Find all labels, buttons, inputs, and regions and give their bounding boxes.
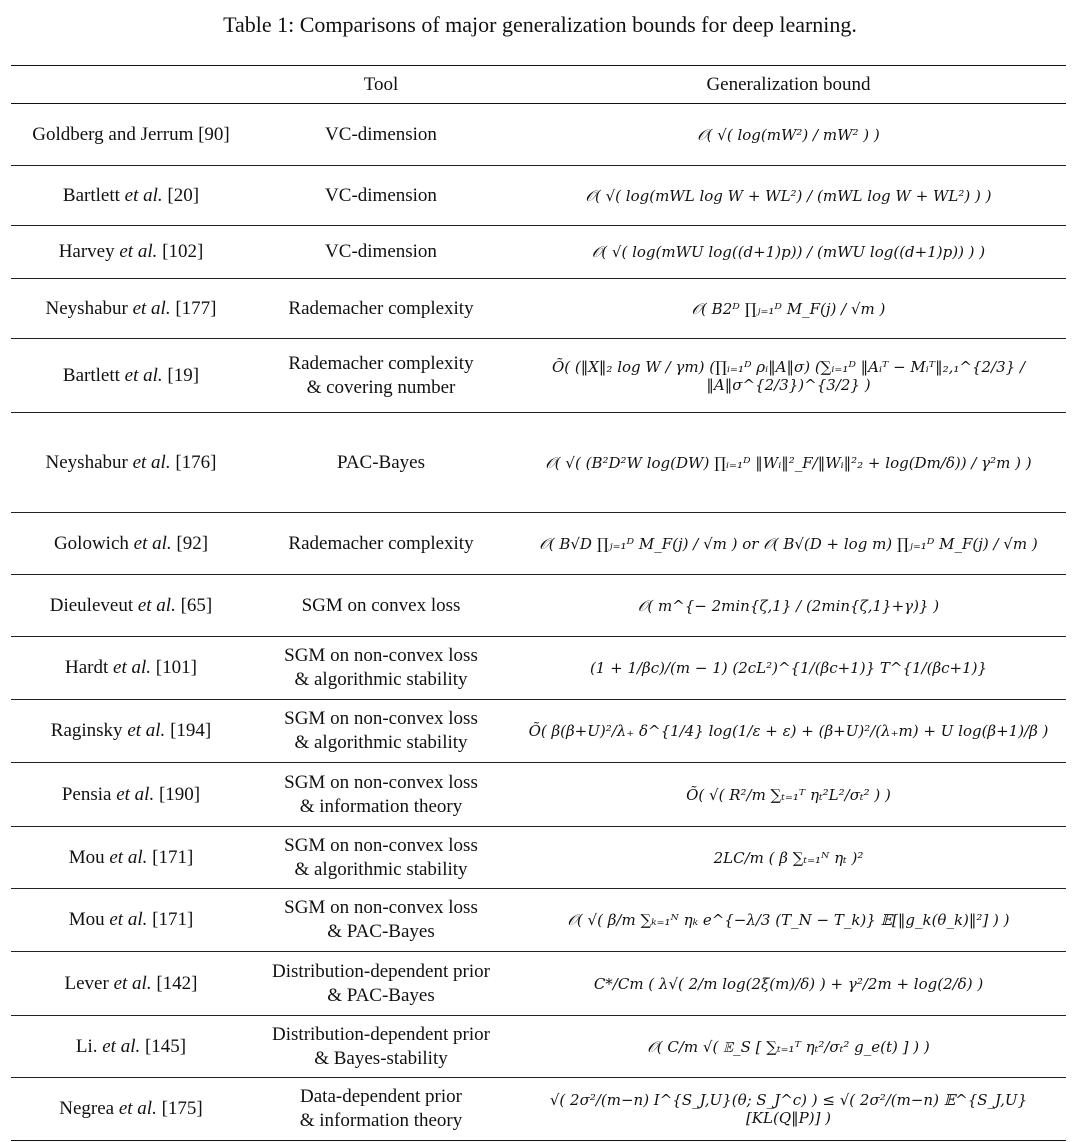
tool-cell	[251, 771, 511, 819]
bound-formula: 𝒪( B√D ∏ⱼ₌₁ᴰ M_F(j) / √m ) or 𝒪( B√(D + log m) ∏ⱼ₌₁ᴰ M_F(j) / √m )	[539, 534, 1038, 553]
et-al: et al.	[124, 184, 163, 206]
et-al: et al.	[124, 364, 163, 386]
tool-line: & covering number	[306, 376, 456, 398]
et-al: et al.	[127, 720, 166, 741]
tool-cell	[251, 123, 511, 147]
author-cell	[11, 1036, 251, 1058]
reference: [145]	[144, 1035, 187, 1057]
bound-formula: Õ( β(β+U)²/λ₊ δ^{1/4} log(1/ε + ε) + (β+U)²/(λ₊m) + U log(β+1)/β )	[528, 722, 1049, 740]
tool-line: & information theory	[299, 1110, 463, 1131]
author-name: Raginsky	[50, 720, 123, 741]
table-header-row	[11, 66, 1066, 104]
bound-formula: 2LC/m ( β ∑ₜ₌₁ᴺ ηₜ )²	[713, 848, 864, 867]
table-row	[11, 637, 1066, 700]
et-al: et al.	[113, 657, 152, 678]
author-name: Neyshabur	[45, 297, 128, 319]
tool-cell	[251, 297, 511, 321]
author-cell	[11, 365, 251, 387]
author-cell	[11, 452, 251, 474]
table-row	[11, 226, 1066, 279]
tool-line: & PAC-Bayes	[327, 921, 435, 942]
author-cell	[11, 241, 251, 263]
tool-line: SGM on non-convex loss	[284, 708, 478, 729]
tool-cell	[251, 240, 511, 264]
reference: [142]	[156, 972, 198, 994]
table-row	[11, 166, 1066, 226]
bound-formula: 𝒪( m^{− 2min{ζ,1} / (2min{ζ,1}+γ)} )	[637, 596, 940, 615]
et-al: et al.	[119, 241, 158, 262]
tool-cell	[251, 184, 511, 208]
table-row	[11, 1016, 1066, 1078]
et-al: et al.	[102, 1035, 141, 1057]
reference: [102]	[162, 241, 204, 262]
table-row	[11, 1078, 1066, 1140]
table-row	[11, 279, 1066, 339]
reference: [90]	[198, 123, 230, 145]
bound-formula: C*/Cm ( λ√( 2/m log(2ξ(m)/δ) ) + γ²/2m + log(2/δ) )	[593, 974, 984, 993]
tool-cell	[251, 644, 511, 692]
bound-formula: 𝒪( B2ᴰ ∏ⱼ₌₁ᴰ M_F(j) / √m )	[691, 299, 886, 318]
tool-line: PAC-Bayes	[337, 451, 425, 473]
bound-formula: Õ( (‖X‖₂ log W / γm) (∏ᵢ₌₁ᴰ ρᵢ‖A‖σ) (∑ᵢ₌₁ᴰ ‖Aᵢᵀ − Mᵢᵀ‖₂,₁^{2/3} / ‖A‖σ^{2/3})^{3/2} )	[551, 357, 1026, 394]
tool-line: SGM on non-convex loss	[284, 645, 478, 666]
tool-cell	[251, 594, 511, 618]
et-al: et al.	[109, 909, 148, 930]
table-row	[11, 952, 1066, 1016]
et-al: et al.	[133, 532, 172, 554]
bound-formula: 𝒪( √( β/m ∑ₖ₌₁ᴺ ηₖ e^{−λ/3 (T_N − T_k)} 𝔼[‖g_k(θ_k)‖²] ) )	[567, 911, 1010, 929]
et-al: et al.	[132, 297, 171, 319]
reference: [190]	[158, 783, 201, 805]
tool-line: Rademacher complexity	[288, 297, 474, 319]
author-name: Dieuleveut	[49, 594, 134, 616]
tool-line: & algorithmic stability	[294, 858, 468, 880]
et-al: et al.	[116, 783, 155, 805]
tool-line: & PAC-Bayes	[327, 984, 435, 1006]
tool-cell	[251, 532, 511, 556]
table-row	[11, 889, 1066, 952]
author-name: Hardt	[65, 657, 109, 678]
author-name: Mou	[68, 909, 105, 930]
author-cell	[11, 657, 251, 679]
tool-line: SGM on non-convex loss	[284, 834, 478, 856]
bound-formula: 𝒪( √( log(mWU log((d+1)p)) / (mWU log((d+1)p)) ) )	[591, 243, 986, 261]
header-tool: Tool	[363, 73, 399, 95]
tool-line: Distribution-dependent prior	[272, 960, 490, 982]
author-name: Harvey	[58, 241, 115, 262]
reference: [101]	[155, 657, 197, 678]
tool-line: & information theory	[299, 795, 463, 817]
author-name: Bartlett	[62, 364, 120, 386]
tool-cell	[251, 707, 511, 755]
et-al: et al.	[118, 1098, 157, 1119]
author-cell	[11, 595, 251, 617]
author-cell	[11, 909, 251, 931]
author-name: Goldberg and Jerrum	[32, 123, 194, 145]
author-cell	[11, 784, 251, 806]
tool-cell	[251, 834, 511, 882]
author-cell	[11, 1098, 251, 1120]
author-name: Li.	[75, 1035, 98, 1057]
bounds-table	[11, 65, 1066, 1141]
tool-cell	[251, 352, 511, 400]
bound-formula: 𝒪( √( log(mWL log W + WL²) / (mWL log W + WL²) ) )	[585, 186, 992, 205]
author-name: Negrea	[59, 1098, 115, 1119]
author-name: Lever	[64, 972, 109, 994]
tool-line: & algorithmic stability	[294, 732, 468, 753]
table-row	[11, 413, 1066, 513]
table-row	[11, 763, 1066, 827]
tool-line: SGM on non-convex loss	[284, 771, 478, 793]
table-row	[11, 104, 1066, 166]
author-cell	[11, 973, 251, 995]
tool-line: Rademacher complexity	[288, 352, 474, 374]
reference: [171]	[152, 909, 194, 930]
tool-cell	[251, 1085, 511, 1133]
reference: [177]	[175, 297, 217, 319]
reference: [176]	[175, 451, 217, 473]
reference: [171]	[152, 846, 194, 868]
tool-line: VC-dimension	[325, 184, 437, 206]
tool-line: Distribution-dependent prior	[272, 1023, 490, 1045]
tool-line: Data-dependent prior	[300, 1086, 462, 1107]
table-row	[11, 339, 1066, 413]
author-cell	[11, 298, 251, 320]
reference: [175]	[161, 1098, 203, 1119]
reference: [65]	[180, 594, 213, 616]
author-name: Golowich	[53, 532, 129, 554]
author-cell	[11, 847, 251, 869]
table-row	[11, 513, 1066, 575]
reference: [194]	[170, 720, 212, 741]
table-row	[11, 700, 1066, 763]
author-cell	[11, 124, 251, 146]
author-name: Bartlett	[62, 184, 120, 206]
bound-formula: 𝒪( √( log(mW²) / mW² ) )	[697, 125, 880, 144]
tool-line: & algorithmic stability	[294, 669, 468, 690]
reference: [19]	[167, 364, 200, 386]
tool-cell	[251, 451, 511, 475]
et-al: et al.	[132, 451, 171, 473]
author-name: Mou	[68, 846, 105, 868]
table-row	[11, 827, 1066, 889]
bound-formula: (1 + 1/βc)/(m − 1) (2cL²)^{1/(βc+1)} T^{1/(βc+1)}	[589, 659, 988, 677]
author-cell	[11, 720, 251, 742]
table-caption: Table 1: Comparisons of major generalization bounds for deep learning.	[223, 12, 857, 37]
reference: [20]	[167, 184, 200, 206]
bound-formula: 𝒪( C/m √( 𝔼_S [ ∑ₜ₌₁ᵀ ηₜ²/σₜ² g_e(t) ] ) )	[647, 1037, 930, 1056]
tool-line: SGM on non-convex loss	[284, 897, 478, 918]
tool-line: SGM on convex loss	[301, 594, 461, 616]
bound-formula: √( 2σ²/(m−n) I^{S_J,U}(θ; S_J^c) ) ≤ √( 2σ²/(m−n) 𝔼^{S_J,U}[KL(Q‖P)] )	[549, 1091, 1028, 1127]
bound-formula: Õ( √( R²/m ∑ₜ₌₁ᵀ ηₜ²L²/σₜ² ) )	[686, 785, 891, 804]
et-al: et al.	[137, 594, 176, 616]
author-name: Pensia	[61, 783, 112, 805]
tool-cell	[251, 960, 511, 1008]
bound-formula: 𝒪( √( (B²D²W log(DW) ∏ᵢ₌₁ᴰ ‖Wᵢ‖²_F/‖Wᵢ‖²₂ + log(Dm/δ)) / γ²m ) )	[545, 453, 1032, 472]
tool-cell	[251, 896, 511, 944]
author-name: Neyshabur	[45, 451, 128, 473]
author-cell	[11, 185, 251, 207]
tool-line: Rademacher complexity	[288, 532, 474, 554]
author-cell	[11, 533, 251, 555]
tool-line: VC-dimension	[325, 123, 437, 145]
tool-line: & Bayes-stability	[314, 1047, 448, 1069]
tool-cell	[251, 1023, 511, 1071]
et-al: et al.	[113, 972, 152, 994]
et-al: et al.	[109, 846, 148, 868]
tool-line: VC-dimension	[325, 241, 437, 262]
header-bound: Generalization bound	[706, 73, 871, 95]
reference: [92]	[176, 532, 209, 554]
table-row	[11, 575, 1066, 637]
